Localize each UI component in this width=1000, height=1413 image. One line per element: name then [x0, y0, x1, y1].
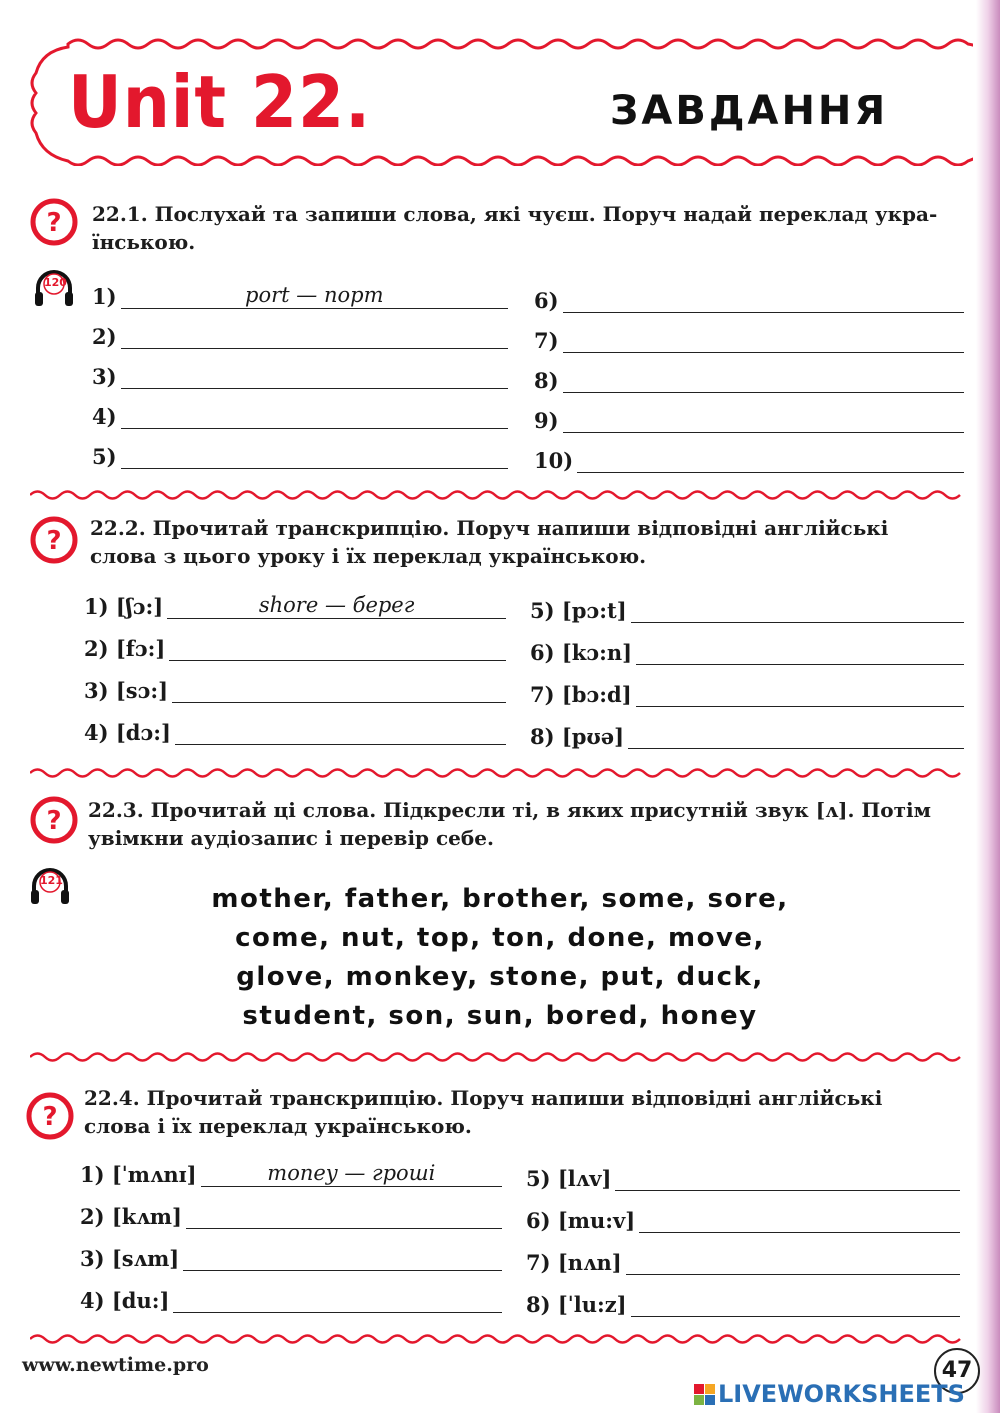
decorative-side-strip: [966, 0, 1000, 1413]
answer-row: [84, 634, 506, 661]
answer-field[interactable]: [636, 638, 964, 665]
answer-field[interactable]: [169, 634, 506, 661]
row-number: 7) [bɔ:d]: [530, 682, 632, 707]
logo-icon: [694, 1384, 715, 1405]
word-list: [140, 880, 860, 1036]
liveworksheets-logo: [694, 1380, 965, 1408]
answer-row: [526, 1164, 960, 1191]
question-icon: [30, 516, 78, 564]
section-divider: [30, 766, 965, 780]
row-number: 1) [ʃɔ:]: [84, 594, 164, 619]
question-icon: [30, 198, 78, 246]
word-line: mother, father, brother, some, sore,: [211, 884, 789, 914]
unit-title: Unit 22.: [68, 60, 372, 144]
footer-url[interactable]: www.newtime.pro: [22, 1354, 209, 1376]
answer-row: [80, 1160, 502, 1187]
audio-track-120: [32, 262, 78, 312]
word-line: student, son, sun, bored, honey: [242, 1001, 758, 1031]
svg-text:?: ?: [42, 1102, 58, 1132]
row-number: 4) [du:]: [80, 1288, 170, 1313]
answer-field[interactable]: [577, 446, 964, 473]
row-number: 5): [92, 444, 117, 469]
row-number: 1): [92, 284, 117, 309]
answer-field[interactable]: port — порт: [121, 282, 508, 309]
answer-field[interactable]: [121, 362, 508, 389]
answer-field[interactable]: [615, 1164, 960, 1191]
answer-row: [530, 680, 964, 707]
word-line: come, nut, top, ton, done, move,: [235, 923, 765, 953]
row-number: 6) [mu:v]: [526, 1208, 636, 1233]
answer-row: [84, 676, 506, 703]
task-3-text-line1: 22.3. Прочитай ці слова. Підкресли ті, в яких присутній звук [ʌ]. Потім: [88, 798, 931, 822]
section-title: ЗАВДАННЯ: [610, 88, 889, 134]
answer-field[interactable]: [628, 722, 964, 749]
question-icon: [26, 1092, 74, 1140]
answer-row: [80, 1202, 502, 1229]
answer-row: [80, 1286, 502, 1313]
answer-row: [84, 718, 506, 745]
answer-row: [534, 286, 964, 313]
row-number: 7) [nʌn]: [526, 1250, 622, 1275]
answer-row: [526, 1248, 960, 1275]
answer-field[interactable]: [173, 1286, 502, 1313]
row-number: 4) [dɔ:]: [84, 720, 171, 745]
row-number: 1) [ˈmʌnɪ]: [80, 1162, 197, 1187]
answer-field[interactable]: [186, 1202, 502, 1229]
answer-field[interactable]: [172, 676, 506, 703]
row-number: 2) [kʌm]: [80, 1204, 182, 1229]
answer-field[interactable]: [639, 1206, 960, 1233]
answer-field[interactable]: [121, 322, 508, 349]
row-number: 3) [sʌm]: [80, 1246, 180, 1271]
answer-row: [534, 446, 964, 473]
answer-row: [80, 1244, 502, 1271]
answer-field[interactable]: shore — берег: [167, 592, 506, 619]
answer-row: [92, 402, 508, 429]
answer-field[interactable]: [563, 406, 964, 433]
answer-field[interactable]: [563, 326, 964, 353]
svg-text:?: ?: [46, 526, 62, 556]
answer-row: [534, 366, 964, 393]
answer-row: [526, 1290, 960, 1317]
row-number: 10): [534, 448, 574, 473]
svg-text:?: ?: [46, 806, 62, 836]
audio-track-121: [28, 862, 74, 912]
answer-row: [526, 1206, 960, 1233]
row-number: 3): [92, 364, 117, 389]
task-4-text-line1: 22.4. Прочитай транскрипцію. Поруч напиши відповідні англійські: [84, 1086, 883, 1110]
question-icon: [30, 796, 78, 844]
task-3-text-line2: увімкни аудіозапис і перевір себе.: [88, 826, 494, 850]
task-4-text-line2: слова і їх переклад українською.: [84, 1114, 472, 1138]
answer-field[interactable]: money — гроші: [201, 1160, 502, 1187]
task-3-instructions: [88, 796, 964, 852]
answer-field[interactable]: [121, 442, 508, 469]
row-number: 8): [534, 368, 559, 393]
task-2-text-line2: слова з цього уроку і їх переклад українською.: [90, 544, 647, 568]
answer-row: [530, 722, 964, 749]
task-1-text-line1: 22.1. Послухай та запиши слова, які чуєш. Поруч надай переклад укра-: [92, 202, 938, 226]
page-number: 47: [934, 1348, 980, 1394]
answer-field[interactable]: [175, 718, 506, 745]
answer-row: [92, 282, 508, 309]
row-number: 6): [534, 288, 559, 313]
answer-row: [92, 442, 508, 469]
task-2-text-line1: 22.2. Прочитай транскрипцію. Поруч напиши відповідні англійські: [90, 516, 889, 540]
answer-field[interactable]: [563, 286, 964, 313]
audio-number: 120: [44, 276, 67, 289]
answer-field[interactable]: [636, 680, 964, 707]
audio-number: 121: [40, 874, 63, 887]
answer-row: [534, 326, 964, 353]
row-number: 2): [92, 324, 117, 349]
row-number: 6) [kɔ:n]: [530, 640, 633, 665]
answer-row: [92, 322, 508, 349]
answer-row: [534, 406, 964, 433]
row-number: 5) [pɔ:t]: [530, 598, 627, 623]
row-number: 3) [sɔ:]: [84, 678, 169, 703]
section-divider: [30, 488, 965, 502]
row-number: 7): [534, 328, 559, 353]
svg-text:?: ?: [46, 208, 62, 238]
task-4-instructions: [84, 1084, 960, 1140]
row-number: 9): [534, 408, 559, 433]
answer-field[interactable]: [631, 1290, 960, 1317]
task-1-instructions: [92, 200, 964, 256]
section-divider: [30, 1332, 965, 1346]
answer-row: [92, 362, 508, 389]
row-number: 8) [pʊə]: [530, 724, 625, 749]
answer-field[interactable]: [626, 1248, 960, 1275]
answer-field[interactable]: [121, 402, 508, 429]
logo-text: LIVEWORKSHEETS: [718, 1380, 965, 1408]
answer-row: [84, 592, 506, 619]
answer-row: [530, 638, 964, 665]
answer-row: [530, 596, 964, 623]
answer-field[interactable]: [183, 1244, 502, 1271]
row-number: 5) [lʌv]: [526, 1166, 612, 1191]
task-1-text-line2: їнською.: [92, 230, 196, 254]
row-number: 2) [fɔ:]: [84, 636, 166, 661]
section-divider: [30, 1050, 965, 1064]
answer-field[interactable]: [563, 366, 964, 393]
task-2-instructions: [90, 514, 964, 570]
answer-field[interactable]: [631, 596, 964, 623]
row-number: 8) [ˈlu:z]: [526, 1292, 627, 1317]
row-number: 4): [92, 404, 117, 429]
word-line: glove, monkey, stone, put, duck,: [236, 962, 764, 992]
